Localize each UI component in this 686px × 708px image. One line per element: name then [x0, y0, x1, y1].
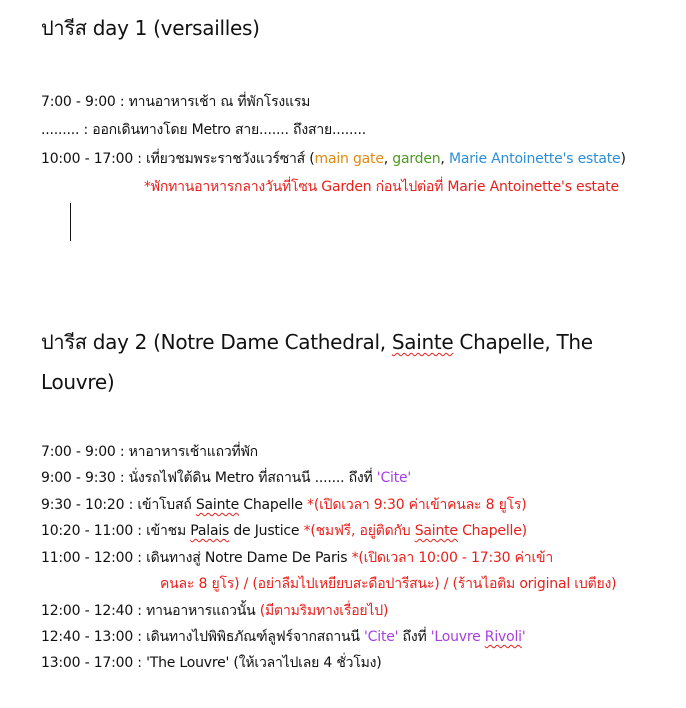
note-text: *(ชมฟรี, อยู่ติดกับ: [303, 523, 415, 539]
day2-line-lunch: [41, 598, 388, 624]
activity-text: de Justice: [229, 523, 304, 539]
activity-text: เดินทางไปพิพิธภัณฑ์ลูฟร์จากสถานนี: [146, 629, 365, 645]
activity-note: [304, 523, 527, 539]
text-cursor: [70, 203, 71, 241]
day1-line-metro: ......... : ออกเดินทางโดย Metro สาย....... ถึงสาย........: [41, 122, 366, 138]
day1-versailles-text: 10:00 - 17:00 : เที่ยวชมพระราชวังแวร์ซาส์ (: [41, 151, 315, 167]
activity-text: เข้าโบสถ์: [137, 497, 196, 513]
day2-heading-text: ปารีส day 2 (Notre Dame Cathedral,: [41, 330, 392, 354]
activity-text: เข้าชม: [146, 523, 191, 539]
day2-line-louvre: [41, 650, 382, 676]
time-range: 10:20 - 11:00 :: [41, 523, 147, 539]
closing-paren: ): [620, 151, 626, 167]
time-range: 11:00 - 12:00 :: [41, 550, 147, 566]
station-text: ': [521, 629, 526, 645]
time-range: 12:40 - 13:00 :: [41, 629, 147, 645]
day2-line-notre-dame: [41, 545, 553, 571]
station-text: 'Louvre: [430, 629, 485, 645]
spellcheck-word: Palais: [190, 523, 230, 539]
activity-text: Chapelle: [239, 497, 308, 513]
activity-note: (มีตามริมทางเรื่อยไป): [259, 603, 389, 619]
day2-heading-continued: Louvre): [41, 370, 115, 394]
estate-label: Marie Antoinette's estate: [448, 151, 621, 167]
activity-note: *(เปิดเวลา 9:30 ค่าเข้าคนละ 8 ยูโร): [307, 497, 527, 513]
time-range: 12:00 - 12:40 :: [41, 603, 147, 619]
main-gate-label: main gate: [314, 151, 384, 167]
day1-heading: ปารีส day 1 (versailles): [41, 16, 260, 40]
day2-line-notre-dame-continued: คนละ 8 ยูโร) / (อย่าลืมไปเหยียบสะดือปารีสนะ) / (ร้านไอติม original เบตียง): [160, 576, 617, 592]
time-range: 9:30 - 10:20 :: [41, 497, 138, 513]
time-range: 13:00 - 17:00 :: [41, 655, 147, 671]
day2-line-palais: [41, 518, 527, 544]
day1-line-versailles: [41, 146, 626, 172]
day2-heading: [41, 322, 593, 362]
separator: ,: [383, 151, 393, 167]
garden-label: garden: [392, 151, 441, 167]
time-range: 7:00 - 9:00 :: [41, 444, 129, 460]
activity-text: หาอาหารเช้าแถวที่พัก: [128, 444, 258, 460]
activity-note: *(เปิดเวลา 10:00 - 17:30 ค่าเข้า: [351, 550, 554, 566]
day1-line-breakfast: 7:00 - 9:00 : ทานอาหารเช้า ณ ที่พักโรงแรม: [41, 94, 311, 110]
day1-lunch-note: *พักทานอาหารกลางวันที่โซน Garden ก่อนไปต่อที่ Marie Antoinette's estate: [144, 179, 619, 195]
day2-line-metro: [41, 465, 411, 491]
day2-line-to-louvre: [41, 624, 526, 650]
activity-text: ทานอาหารแถวนั้น: [146, 603, 260, 619]
activity-text: เดินทางสู่ Notre Dame De Paris: [146, 550, 352, 566]
note-text: Chapelle): [457, 523, 527, 539]
day2-line-sainte-chapelle: [41, 492, 526, 518]
time-range: 9:00 - 9:30 :: [41, 470, 129, 486]
station-highlight: 'Cite': [376, 470, 412, 486]
activity-text: 'The Louvre' (ให้เวลาไปเลย 4 ชั่วโมง): [146, 655, 382, 671]
day2-line-breakfast: [41, 439, 258, 465]
activity-text: ถึงที่: [398, 629, 431, 645]
separator: ,: [440, 151, 449, 167]
station-highlight: [431, 629, 526, 645]
spellcheck-word: Rivoli: [484, 629, 522, 645]
station-highlight: 'Cite': [364, 629, 399, 645]
spellcheck-word: Sainte: [414, 523, 458, 539]
day2-heading-text: Chapelle, The: [453, 330, 593, 354]
activity-text: นั่งรถไฟใต้ดิน Metro ที่สถานนี ....... ถึงที่: [128, 470, 377, 486]
spellcheck-word: Sainte: [195, 497, 239, 513]
spellcheck-word: Sainte: [391, 330, 454, 354]
